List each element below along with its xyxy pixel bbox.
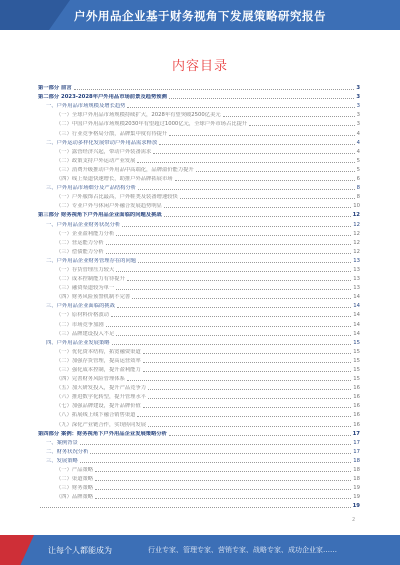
toc-entry-text: （二）加强存货管理，提高运营效率 bbox=[56, 357, 141, 364]
toc-entry-text: （四）财务风险预警机制不完善 bbox=[56, 294, 131, 301]
toc-entry[interactable] bbox=[38, 182, 360, 191]
toc-entry[interactable] bbox=[38, 100, 360, 109]
toc-entry[interactable] bbox=[38, 109, 360, 118]
toc-leader-dots bbox=[148, 426, 351, 427]
toc-entry-text: （七）加强品牌建设，提升品牌价值 bbox=[56, 403, 141, 410]
toc-entry-page: 14 bbox=[353, 303, 360, 310]
toc-leader-dots bbox=[106, 326, 352, 327]
toc-entry-text: 一、户外用品企业财务状况分析 bbox=[46, 221, 121, 228]
toc-entry-page: 13 bbox=[353, 276, 360, 283]
toc-entry-page: 8 bbox=[356, 194, 360, 201]
toc-entry-text: 三、户外用品市场细分及产品结构分析 bbox=[46, 185, 137, 192]
toc-entry-page: 8 bbox=[356, 185, 360, 192]
toc-entry-page: 16 bbox=[353, 403, 360, 410]
toc-entry-page: 19 bbox=[353, 494, 360, 501]
toc-entry-page: 13 bbox=[353, 285, 360, 292]
toc-entry-text: 二、户外运动多样化发展带动户外用品需求释放 bbox=[46, 139, 158, 146]
toc-entry-text: （六）推进数字化转型，提升管理水平 bbox=[56, 394, 147, 401]
toc-leader-dots bbox=[196, 171, 355, 172]
toc-leader-dots bbox=[40, 507, 351, 508]
toc-entry[interactable] bbox=[38, 164, 360, 173]
toc-entry-text: 二、户外用品企业财务管理存在的问题 bbox=[46, 257, 137, 264]
toc-entry[interactable] bbox=[38, 455, 360, 464]
toc-entry[interactable] bbox=[38, 191, 360, 200]
toc-entry-text: （三）强化成本控制，提升盈利能力 bbox=[56, 367, 141, 373]
toc-entry[interactable] bbox=[38, 173, 360, 182]
toc-entry-text: （二）市场竞争加剧 bbox=[56, 321, 104, 328]
toc-leader-dots bbox=[223, 116, 355, 117]
toc-entry-page: 12 bbox=[353, 221, 360, 228]
toc-entry[interactable] bbox=[38, 300, 360, 309]
toc-entry-page: 3 bbox=[356, 121, 360, 128]
toc-entry[interactable] bbox=[38, 500, 360, 509]
toc-leader-dots bbox=[164, 216, 351, 217]
toc-entry-text: （一）全球户外用品市场规模持续扩大，2028年有望突破2500亿美元 bbox=[56, 112, 221, 119]
toc-entry[interactable] bbox=[38, 482, 360, 491]
toc-entry[interactable] bbox=[38, 337, 360, 346]
toc-entry[interactable] bbox=[38, 382, 360, 391]
toc-entry[interactable] bbox=[38, 355, 360, 364]
toc-entry[interactable] bbox=[38, 200, 360, 209]
toc-entry[interactable] bbox=[38, 82, 360, 91]
toc-entry-text: （一）存货管理压力较大 bbox=[56, 266, 115, 273]
toc-entry-page: 17 bbox=[353, 448, 360, 455]
toc-entry-page: 3 bbox=[356, 103, 360, 110]
toc-entry[interactable] bbox=[38, 255, 360, 264]
toc-leader-dots bbox=[116, 271, 351, 272]
toc-leader-dots bbox=[116, 235, 351, 236]
toc-entry-page: 5 bbox=[356, 166, 360, 173]
toc-leader-dots bbox=[95, 489, 351, 490]
toc-entry[interactable] bbox=[38, 437, 360, 446]
toc-entry-text: （一）露营经济兴起，带动户外装备需求 bbox=[56, 148, 152, 155]
toc-entry-page: 19 bbox=[352, 503, 360, 510]
toc-entry-page: 12 bbox=[353, 239, 360, 246]
toc-leader-dots bbox=[143, 371, 351, 372]
toc-entry[interactable] bbox=[38, 264, 360, 273]
toc-leader-dots bbox=[116, 335, 351, 336]
toc-entry-page: 19 bbox=[353, 485, 360, 492]
toc-entry-text: （三）融资渠道较为单一 bbox=[56, 285, 115, 292]
table-of-contents bbox=[38, 82, 360, 509]
toc-entry-page: 15 bbox=[353, 357, 360, 364]
toc-entry-page: 16 bbox=[353, 385, 360, 392]
toc-leader-dots bbox=[159, 144, 354, 145]
toc-entry[interactable] bbox=[38, 146, 360, 155]
toc-leader-dots bbox=[137, 162, 354, 163]
report-title: 户外用品企业基于财务视角下发展策略研究报告 bbox=[74, 9, 326, 23]
toc-leader-dots bbox=[143, 407, 351, 408]
toc-entry-text: （一）产品策略 bbox=[56, 467, 94, 474]
toc-leader-dots bbox=[143, 362, 351, 363]
toc-entry-text: 四、户外用品企业发展策略 bbox=[46, 339, 110, 346]
toc-entry-page: 18 bbox=[353, 457, 360, 464]
toc-entry-text: （二）渠道策略 bbox=[56, 476, 94, 483]
toc-entry[interactable] bbox=[38, 209, 360, 218]
toc-entry-page: 12 bbox=[353, 248, 360, 255]
toc-entry-text: （三）偿债能力分析 bbox=[56, 248, 104, 255]
toc-leader-dots bbox=[116, 289, 351, 290]
toc-entry-page: 18 bbox=[353, 467, 360, 474]
toc-entry-page: 14 bbox=[353, 312, 360, 319]
toc-leader-dots bbox=[164, 207, 351, 208]
toc-entry-text: 三、发展策略 bbox=[46, 457, 78, 464]
toc-entry-page: 16 bbox=[353, 421, 360, 428]
toc-entry[interactable] bbox=[38, 218, 360, 227]
toc-entry-text: 第一部分 前言 bbox=[38, 85, 72, 92]
toc-leader-dots bbox=[153, 153, 354, 154]
footer-bar bbox=[0, 535, 400, 565]
toc-entry[interactable] bbox=[38, 391, 360, 400]
toc-entry-page: 14 bbox=[353, 294, 360, 301]
toc-leader-dots bbox=[175, 180, 355, 181]
toc-entry-text: （二）成本控制能力有待提升 bbox=[56, 276, 125, 283]
toc-leader-dots bbox=[143, 353, 351, 354]
toc-entry-text: （一）优化资本结构，拓宽融资渠道 bbox=[56, 348, 141, 355]
toc-entry-text: （五）加大研发投入，提升产品竞争力 bbox=[56, 385, 147, 392]
toc-entry-text: 第四部分 案例：财务视角下户外用品企业发展策略分析 bbox=[38, 430, 167, 437]
toc-entry[interactable] bbox=[38, 464, 360, 473]
toc-entry-page: 4 bbox=[356, 148, 360, 155]
toc-entry[interactable] bbox=[38, 246, 360, 255]
toc-entry-text: （二）政策支持户外运动产业发展 bbox=[56, 157, 136, 164]
toc-entry-page: 5 bbox=[356, 157, 360, 164]
toc-entry-text: （四）完善财务风险管理体系 bbox=[56, 376, 125, 383]
toc-entry[interactable] bbox=[38, 273, 360, 282]
toc-entry-text: （一）户外服饰占比最高，户外鞋类及装备增速较快 bbox=[56, 194, 178, 201]
toc-leader-dots bbox=[169, 135, 354, 136]
toc-entry-page: 18 bbox=[353, 476, 360, 483]
toc-entry-page: 16 bbox=[353, 394, 360, 401]
toc-leader-dots bbox=[80, 462, 351, 463]
toc-leader-dots bbox=[132, 298, 351, 299]
toc-entry[interactable] bbox=[38, 309, 360, 318]
toc-entry-page: 6 bbox=[356, 176, 360, 183]
toc-entry-text: 一、案例背景 bbox=[46, 439, 78, 446]
toc-entry[interactable] bbox=[38, 473, 360, 482]
toc-leader-dots bbox=[137, 416, 351, 417]
toc-entry[interactable] bbox=[38, 282, 360, 291]
toc-leader-dots bbox=[95, 471, 351, 472]
footer-tagline: 行业专家、管理专家、营销专家、战略专家、成功企业家…… bbox=[148, 546, 337, 554]
toc-leader-dots bbox=[138, 189, 355, 190]
toc-entry-page: 15 bbox=[353, 339, 360, 346]
toc-entry[interactable] bbox=[38, 364, 360, 373]
toc-entry-text: （三）财务策略 bbox=[56, 485, 94, 492]
toc-entry-page: 14 bbox=[353, 321, 360, 328]
toc-entry-text: （三）品牌建设投入不足 bbox=[56, 330, 115, 337]
toc-title: 内容目录 bbox=[171, 59, 228, 74]
toc-entry-text: （二）中国户外用品市场规模2030年有望超过1000亿元，全球户外市场占比提升 bbox=[56, 121, 248, 128]
toc-leader-dots bbox=[117, 307, 351, 308]
toc-entry-text: （二）专业户外与休闲户外融合发展趋势明显 bbox=[56, 203, 162, 210]
toc-entry-text: （八）拓展线上线下融合销售渠道 bbox=[56, 412, 136, 419]
toc-leader-dots bbox=[249, 125, 354, 126]
toc-entry-page: 17 bbox=[352, 430, 360, 437]
toc-entry-text: （四）线上渠道快速增长，助推户外品牌拓展市场 bbox=[56, 176, 173, 183]
toc-leader-dots bbox=[180, 198, 355, 199]
toc-entry[interactable] bbox=[38, 428, 360, 437]
toc-entry-text: （一）原材料价格波动 bbox=[56, 312, 109, 319]
toc-entry-page: 15 bbox=[353, 367, 360, 373]
toc-entry-page: 15 bbox=[353, 348, 360, 355]
toc-leader-dots bbox=[106, 253, 352, 254]
toc-leader-dots bbox=[127, 380, 351, 381]
footer-slogan: 让每个人都能成为 bbox=[48, 546, 112, 555]
toc-entry-page: 10 bbox=[353, 203, 360, 210]
toc-entry-text: （一）企业盈利能力分析 bbox=[56, 230, 115, 237]
toc-entry-text: 第二部分 2023-2028年户外用品市场前景及趋势预测 bbox=[38, 94, 167, 101]
toc-entry-text: 第三部分 财务视角下户外用品企业面临的问题及挑战 bbox=[38, 212, 162, 219]
toc-entry[interactable] bbox=[38, 137, 360, 146]
toc-leader-dots bbox=[112, 344, 352, 345]
toc-entry-page: 3 bbox=[356, 85, 360, 92]
toc-entry[interactable] bbox=[38, 91, 360, 100]
toc-leader-dots bbox=[169, 98, 354, 99]
toc-entry[interactable] bbox=[38, 328, 360, 337]
toc-leader-dots bbox=[111, 316, 351, 317]
toc-leader-dots bbox=[122, 226, 351, 227]
toc-entry-page: 3 bbox=[356, 112, 360, 119]
footer-decoration bbox=[0, 535, 34, 565]
toc-leader-dots bbox=[127, 107, 354, 108]
toc-leader-dots bbox=[90, 453, 351, 454]
toc-entry-text: 三、户外用品企业面临的挑战 bbox=[46, 303, 115, 310]
toc-entry-page: 15 bbox=[353, 376, 360, 383]
toc-entry-page: 16 bbox=[353, 412, 360, 419]
toc-leader-dots bbox=[74, 89, 355, 90]
toc-entry[interactable] bbox=[38, 346, 360, 355]
toc-entry[interactable] bbox=[38, 446, 360, 455]
toc-entry-text: （三）消费升级推动户外用品中高端化，品牌溢价能力提升 bbox=[56, 166, 194, 173]
toc-entry-page: 3 bbox=[356, 94, 360, 101]
toc-entry[interactable] bbox=[38, 318, 360, 327]
toc-entry-text: 二、财务状况分析 bbox=[46, 448, 89, 455]
toc-entry-page: 17 bbox=[353, 439, 360, 446]
toc-entry-text: 一、户外用品市场规模及增长趋势 bbox=[46, 103, 126, 110]
toc-leader-dots bbox=[95, 480, 351, 481]
toc-entry-text: （二）营运能力分析 bbox=[56, 239, 104, 246]
toc-entry[interactable] bbox=[38, 409, 360, 418]
toc-entry[interactable] bbox=[38, 228, 360, 237]
toc-entry-text: （四）品牌策略 bbox=[56, 494, 94, 501]
toc-entry[interactable] bbox=[38, 291, 360, 300]
toc-entry[interactable] bbox=[38, 373, 360, 382]
toc-entry-page: 13 bbox=[353, 266, 360, 273]
toc-leader-dots bbox=[148, 398, 351, 399]
toc-leader-dots bbox=[169, 435, 351, 436]
header-bar bbox=[0, 0, 400, 30]
toc-entry[interactable] bbox=[38, 237, 360, 246]
toc-entry-text: （三）行业竞争格局分散，品牌集中度有待提升 bbox=[56, 130, 168, 137]
toc-entry-page: 13 bbox=[353, 257, 360, 264]
toc-entry-text: （九）深化产业链合作，实现协同发展 bbox=[56, 421, 147, 428]
toc-leader-dots bbox=[127, 280, 351, 281]
toc-entry[interactable] bbox=[38, 418, 360, 427]
toc-entry[interactable] bbox=[38, 127, 360, 136]
toc-entry[interactable] bbox=[38, 491, 360, 500]
toc-entry[interactable] bbox=[38, 118, 360, 127]
toc-entry-page: 14 bbox=[353, 330, 360, 337]
toc-entry-page: 12 bbox=[353, 230, 360, 237]
toc-entry-page: 4 bbox=[356, 130, 360, 137]
toc-entry-page: 12 bbox=[352, 212, 360, 219]
page-number: 2 bbox=[352, 517, 356, 523]
toc-leader-dots bbox=[106, 244, 352, 245]
toc-leader-dots bbox=[95, 498, 351, 499]
toc-entry[interactable] bbox=[38, 400, 360, 409]
toc-entry-page: 4 bbox=[356, 139, 360, 146]
toc-leader-dots bbox=[138, 262, 351, 263]
toc-leader-dots bbox=[148, 389, 351, 390]
toc-entry[interactable] bbox=[38, 155, 360, 164]
toc-leader-dots bbox=[80, 444, 351, 445]
